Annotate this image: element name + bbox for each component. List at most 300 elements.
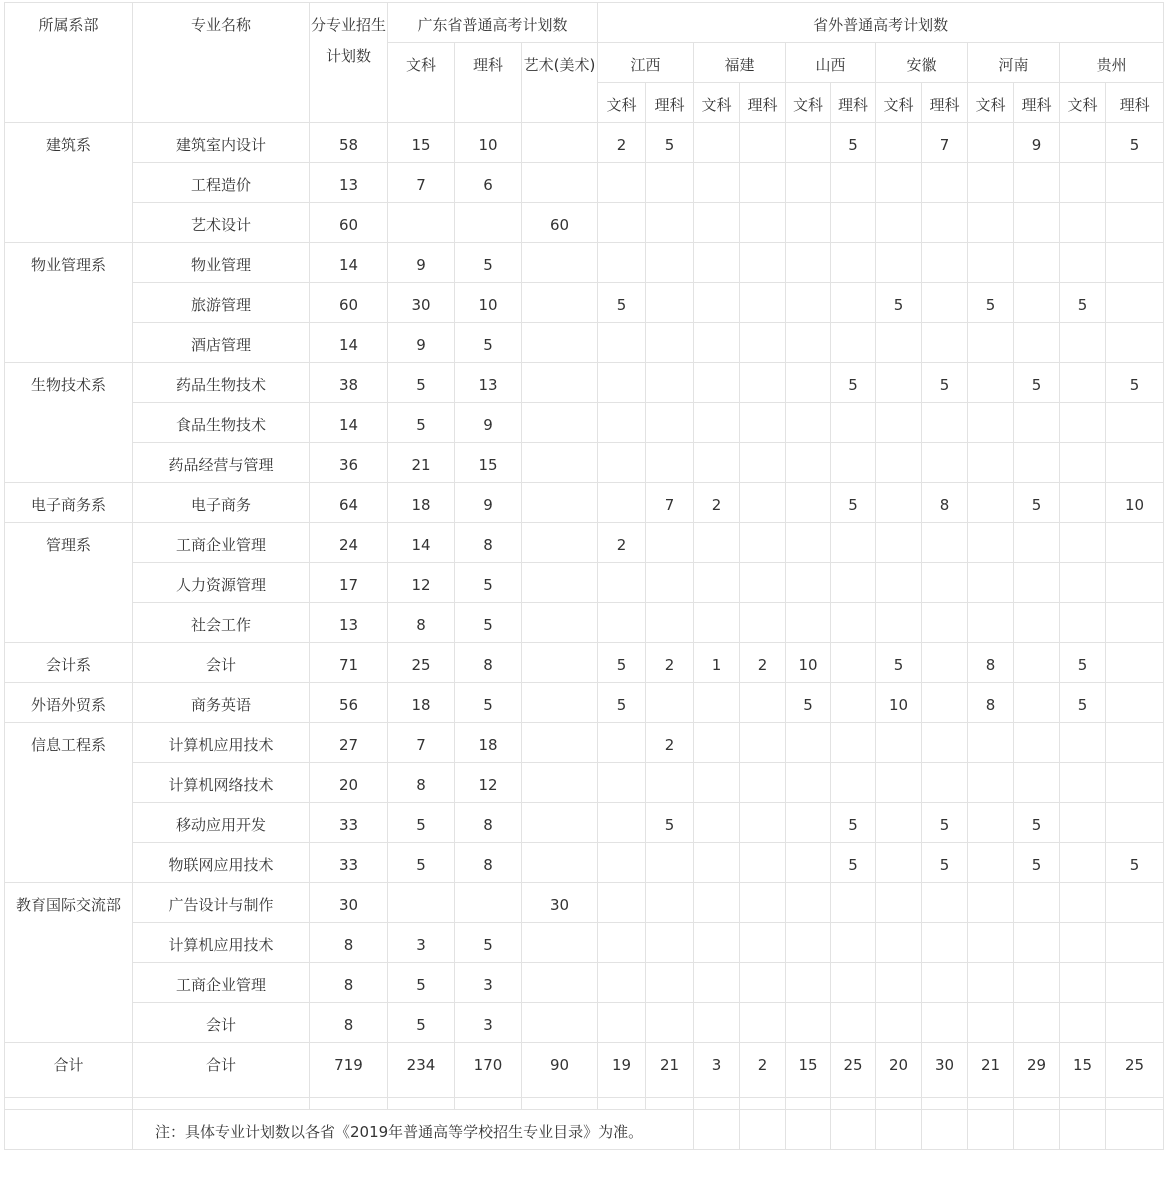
note-empty-cell [786,1110,831,1150]
value-cell [740,323,786,363]
header-sub-wenke: 文科 [786,83,831,123]
value-cell [1060,403,1106,443]
value-cell: 10 [455,283,522,323]
value-cell [694,763,740,803]
value-cell: 8 [968,643,1014,683]
total-cell: 719 [310,1043,388,1098]
value-cell: 2 [740,643,786,683]
value-cell [876,483,922,523]
value-cell: 15 [388,123,455,163]
value-cell [1014,203,1060,243]
spacer-cell [831,1098,876,1110]
value-cell: 5 [646,803,694,843]
value-cell [876,763,922,803]
value-cell [694,1003,740,1043]
value-cell [922,243,968,283]
spacer-cell [133,1098,310,1110]
dept-cell: 管理系 [5,523,133,643]
value-cell [694,323,740,363]
value-cell [646,843,694,883]
table-row [5,283,1164,323]
value-cell: 8 [922,483,968,523]
value-cell [786,363,831,403]
header-sub-wenke: 文科 [694,83,740,123]
major-cell: 会计 [133,1003,310,1043]
spacer-cell [598,1098,646,1110]
value-cell [1014,963,1060,1003]
major-cell: 酒店管理 [133,323,310,363]
value-cell [1060,363,1106,403]
value-cell [1106,203,1164,243]
value-cell: 5 [922,803,968,843]
spacer-cell [5,1098,133,1110]
major-cell: 旅游管理 [133,283,310,323]
value-cell: 5 [598,283,646,323]
major-cell: 艺术设计 [133,203,310,243]
value-cell [1060,603,1106,643]
header-province: 江西 [598,43,694,83]
value-cell [922,963,968,1003]
value-cell [694,803,740,843]
value-cell [694,683,740,723]
table-row [5,443,1164,483]
value-cell [598,403,646,443]
value-cell [646,443,694,483]
value-cell [694,563,740,603]
value-cell [876,403,922,443]
spacer-cell [786,1098,831,1110]
value-cell [598,723,646,763]
value-cell [1060,1003,1106,1043]
total-cell: 170 [455,1043,522,1098]
value-cell [922,1003,968,1043]
value-cell [522,323,598,363]
header-sub-like: 理科 [646,83,694,123]
total-cell: 29 [1014,1043,1060,1098]
value-cell [1014,323,1060,363]
value-cell [922,883,968,923]
major-cell: 工商企业管理 [133,963,310,1003]
spacer-cell [455,1098,522,1110]
note-row [5,1110,1164,1150]
value-cell: 17 [310,563,388,603]
spacer-cell [388,1098,455,1110]
value-cell [740,723,786,763]
value-cell [598,243,646,283]
value-cell: 8 [310,923,388,963]
value-cell [831,603,876,643]
table-row [5,803,1164,843]
value-cell [876,563,922,603]
value-cell [1106,523,1164,563]
value-cell [786,883,831,923]
value-cell [522,723,598,763]
value-cell: 33 [310,803,388,843]
value-cell [876,923,922,963]
value-cell: 2 [646,643,694,683]
value-cell [876,443,922,483]
value-cell [1060,963,1106,1003]
value-cell [831,883,876,923]
value-cell [646,323,694,363]
value-cell: 8 [455,523,522,563]
value-cell [922,603,968,643]
value-cell [968,163,1014,203]
value-cell [831,923,876,963]
value-cell [522,963,598,1003]
total-dept: 合计 [5,1043,133,1098]
dept-cell: 建筑系 [5,123,133,243]
value-cell [968,363,1014,403]
value-cell [876,1003,922,1043]
value-cell: 20 [310,763,388,803]
value-cell [786,603,831,643]
value-cell [598,883,646,923]
spacer-cell [310,1098,388,1110]
header-sub-like: 理科 [922,83,968,123]
value-cell [646,963,694,1003]
value-cell [598,563,646,603]
table-row [5,203,1164,243]
value-cell [598,443,646,483]
value-cell [922,203,968,243]
value-cell [876,803,922,843]
value-cell: 5 [388,803,455,843]
dept-cell: 电子商务系 [5,483,133,523]
value-cell [1106,803,1164,843]
value-cell [1060,883,1106,923]
value-cell: 8 [388,603,455,643]
value-cell: 9 [455,483,522,523]
value-cell [646,563,694,603]
value-cell: 2 [646,723,694,763]
value-cell: 14 [310,403,388,443]
value-cell [1060,123,1106,163]
value-cell: 5 [455,563,522,603]
value-cell [1060,483,1106,523]
value-cell: 14 [310,323,388,363]
value-cell: 5 [455,603,522,643]
header-guangdong: 广东省普通高考计划数 [388,3,598,43]
value-cell [522,923,598,963]
value-cell: 5 [1106,123,1164,163]
total-cell: 15 [1060,1043,1106,1098]
major-cell: 移动应用开发 [133,803,310,843]
value-cell: 10 [786,643,831,683]
value-cell [522,443,598,483]
value-cell: 15 [455,443,522,483]
value-cell: 9 [1014,123,1060,163]
header-sub-like: 理科 [831,83,876,123]
value-cell [1014,523,1060,563]
value-cell [1060,803,1106,843]
value-cell: 5 [831,803,876,843]
value-cell [646,1003,694,1043]
value-cell [522,363,598,403]
value-cell [1014,723,1060,763]
value-cell [522,563,598,603]
value-cell [1106,923,1164,963]
major-cell: 会计 [133,643,310,683]
major-cell: 人力资源管理 [133,563,310,603]
value-cell [388,883,455,923]
value-cell [922,683,968,723]
value-cell [968,443,1014,483]
table-row [5,163,1164,203]
value-cell: 9 [455,403,522,443]
header-plan: 分专业招生计划数 [310,3,388,123]
value-cell [1106,403,1164,443]
value-cell: 25 [388,643,455,683]
value-cell: 5 [388,963,455,1003]
value-cell [968,723,1014,763]
value-cell [522,283,598,323]
dept-cell: 信息工程系 [5,723,133,883]
value-cell: 5 [455,243,522,283]
table-row [5,643,1164,683]
dept-cell: 外语外贸系 [5,683,133,723]
table-row [5,883,1164,923]
value-cell [646,683,694,723]
value-cell: 2 [598,123,646,163]
value-cell: 8 [388,763,455,803]
value-cell [694,523,740,563]
value-cell [740,683,786,723]
value-cell: 12 [388,563,455,603]
major-cell: 建筑室内设计 [133,123,310,163]
value-cell [831,323,876,363]
value-cell [831,763,876,803]
value-cell: 5 [598,643,646,683]
value-cell [876,163,922,203]
value-cell: 58 [310,123,388,163]
value-cell [522,123,598,163]
header-sub-wenke: 文科 [598,83,646,123]
value-cell [598,203,646,243]
note-empty-cell [876,1110,922,1150]
value-cell [1014,243,1060,283]
value-cell: 7 [388,723,455,763]
value-cell [646,163,694,203]
value-cell [1014,643,1060,683]
value-cell [831,443,876,483]
value-cell [1060,163,1106,203]
value-cell [922,923,968,963]
spacer-row [5,1098,1164,1110]
value-cell: 5 [1014,483,1060,523]
value-cell: 18 [388,683,455,723]
header-sub-wenke: 文科 [876,83,922,123]
value-cell [740,403,786,443]
spacer-cell [646,1098,694,1110]
value-cell [876,883,922,923]
value-cell: 8 [310,1003,388,1043]
value-cell [740,203,786,243]
value-cell [786,243,831,283]
enrollment-plan-table [4,2,1164,1150]
header-province: 河南 [968,43,1060,83]
table-row [5,683,1164,723]
header-gd-wenke: 文科 [388,43,455,123]
value-cell: 5 [831,843,876,883]
value-cell [968,923,1014,963]
value-cell: 3 [455,963,522,1003]
value-cell: 24 [310,523,388,563]
value-cell: 5 [876,283,922,323]
value-cell [831,243,876,283]
value-cell [740,163,786,203]
value-cell [646,283,694,323]
value-cell [646,603,694,643]
value-cell [831,723,876,763]
value-cell [598,963,646,1003]
total-cell: 19 [598,1043,646,1098]
value-cell [831,403,876,443]
value-cell [1014,763,1060,803]
value-cell [598,923,646,963]
note-empty-cell [922,1110,968,1150]
value-cell: 13 [310,603,388,643]
value-cell [522,1003,598,1043]
total-cell: 25 [831,1043,876,1098]
value-cell [740,363,786,403]
value-cell [388,203,455,243]
value-cell [786,483,831,523]
table-row [5,603,1164,643]
value-cell: 7 [646,483,694,523]
value-cell [922,643,968,683]
value-cell [598,1003,646,1043]
value-cell: 14 [310,243,388,283]
value-cell [694,443,740,483]
note-empty-cell [5,1110,133,1150]
total-cell: 2 [740,1043,786,1098]
dept-cell: 物业管理系 [5,243,133,363]
value-cell [786,403,831,443]
major-cell: 药品经营与管理 [133,443,310,483]
value-cell [522,803,598,843]
value-cell [694,963,740,1003]
major-cell: 计算机应用技术 [133,723,310,763]
value-cell: 30 [310,883,388,923]
value-cell [694,723,740,763]
value-cell [522,523,598,563]
value-cell [876,323,922,363]
major-cell: 物联网应用技术 [133,843,310,883]
spacer-cell [876,1098,922,1110]
value-cell [922,763,968,803]
value-cell: 5 [876,643,922,683]
value-cell [968,803,1014,843]
value-cell [1014,563,1060,603]
value-cell: 5 [1106,363,1164,403]
total-cell: 3 [694,1043,740,1098]
value-cell [1060,323,1106,363]
total-cell: 15 [786,1043,831,1098]
value-cell [740,443,786,483]
value-cell [1060,523,1106,563]
value-cell: 3 [388,923,455,963]
value-cell: 2 [598,523,646,563]
note-empty-cell [694,1110,740,1150]
value-cell [1060,203,1106,243]
table-row [5,403,1164,443]
value-cell [1060,443,1106,483]
value-cell: 5 [968,283,1014,323]
value-cell [740,483,786,523]
header-province: 福建 [694,43,786,83]
major-cell: 广告设计与制作 [133,883,310,923]
value-cell [740,883,786,923]
value-cell [831,683,876,723]
value-cell [740,563,786,603]
value-cell: 5 [786,683,831,723]
value-cell [968,843,1014,883]
value-cell [922,723,968,763]
major-cell: 计算机应用技术 [133,923,310,963]
total-cell: 21 [646,1043,694,1098]
header-gd-art: 艺术(美术) [522,43,598,123]
value-cell: 18 [388,483,455,523]
value-cell: 60 [310,283,388,323]
note-empty-cell [1014,1110,1060,1150]
value-cell: 5 [598,683,646,723]
value-cell: 9 [388,323,455,363]
value-cell [922,443,968,483]
value-cell [646,363,694,403]
value-cell [740,123,786,163]
value-cell: 3 [455,1003,522,1043]
value-cell [1106,963,1164,1003]
value-cell: 1 [694,643,740,683]
header-province: 安徽 [876,43,968,83]
value-cell: 9 [388,243,455,283]
major-cell: 物业管理 [133,243,310,283]
value-cell [876,603,922,643]
value-cell [1014,163,1060,203]
value-cell [876,523,922,563]
value-cell: 5 [831,363,876,403]
major-cell: 电子商务 [133,483,310,523]
value-cell [1106,723,1164,763]
value-cell: 5 [1060,643,1106,683]
value-cell [694,403,740,443]
value-cell [598,163,646,203]
value-cell [646,243,694,283]
value-cell [1106,683,1164,723]
table-body [5,123,1164,1043]
total-cell: 30 [922,1043,968,1098]
value-cell: 5 [831,483,876,523]
value-cell [968,963,1014,1003]
value-cell: 13 [310,163,388,203]
note-empty-cell [740,1110,786,1150]
value-cell [1106,243,1164,283]
spacer-cell [522,1098,598,1110]
header-province: 贵州 [1060,43,1164,83]
value-cell [598,603,646,643]
value-cell [598,843,646,883]
value-cell [694,883,740,923]
value-cell [646,923,694,963]
value-cell [646,883,694,923]
value-cell: 5 [455,923,522,963]
table-row [5,763,1164,803]
header-major: 专业名称 [133,3,310,123]
value-cell [522,843,598,883]
value-cell: 30 [522,883,598,923]
value-cell [1014,883,1060,923]
